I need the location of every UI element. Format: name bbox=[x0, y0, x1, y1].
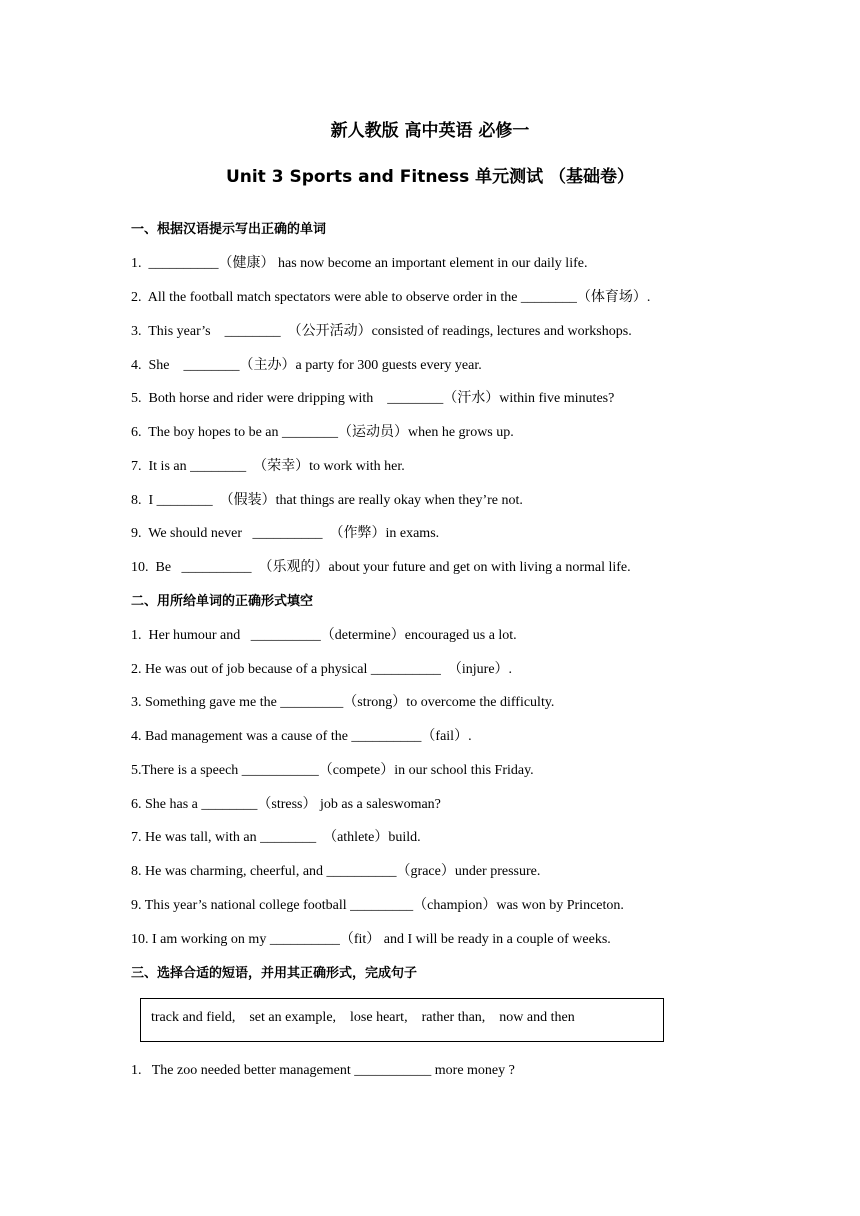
section1-question: 2. All the football match spectators were able to observe order in the ________（体育场）. bbox=[131, 290, 651, 305]
section1-question: 7. It is an ________ （荣幸）to work with her. bbox=[131, 459, 405, 474]
section1-question: 10. Be __________ （乐观的）about your future and get on with living a normal life. bbox=[131, 560, 631, 575]
document-title: 新人教版 高中英语 必修一 bbox=[330, 121, 530, 141]
section1-question: 8. I ________ （假装）that things are really okay when they’re not. bbox=[131, 493, 523, 508]
section2-question: 5.There is a speech ___________（compete）in our school this Friday. bbox=[131, 763, 534, 778]
document-subtitle: Unit 3 Sports and Fitness 单元测试 （基础卷） bbox=[225, 167, 635, 187]
section1-question: 3. This year’s ________ （公开活动）consisted of readings, lectures and workshops. bbox=[131, 324, 632, 339]
section1-question: 6. The boy hopes to be an ________（运动员）when he grows up. bbox=[131, 425, 514, 440]
section2-question: 7. He was tall, with an ________ （athlete）build. bbox=[131, 830, 421, 845]
phrase-bank-text: track and field, set an example, lose heart, rather than, now and then bbox=[151, 1010, 575, 1025]
section2-question: 8. He was charming, cheerful, and __________（grace）under pressure. bbox=[131, 864, 541, 879]
phrase-bank-box bbox=[140, 998, 664, 1042]
section3-question: 1. The zoo needed better management ___________ more money ? bbox=[131, 1063, 515, 1078]
section2-question: 2. He was out of job because of a physical __________ （injure）. bbox=[131, 662, 513, 677]
section2-question: 10. I am working on my __________（fit） and I will be ready in a couple of weeks. bbox=[131, 932, 611, 947]
section2-question: 9. This year’s national college football _________（champion）was won by Princeton. bbox=[131, 898, 624, 913]
section3-heading: 三、选择合适的短语，并用其正确形式，完成句子 bbox=[131, 966, 418, 981]
section2-question: 1. Her humour and __________（determine）encouraged us a lot. bbox=[131, 628, 517, 643]
section1-question: 5. Both horse and rider were dripping with ________（汗水）within five minutes? bbox=[131, 391, 615, 406]
section2-question: 6. She has a ________（stress） job as a saleswoman? bbox=[131, 797, 441, 812]
section1-heading: 一、根据汉语提示写出正确的单词 bbox=[131, 222, 327, 237]
section2-heading: 二、用所给单词的正确形式填空 bbox=[131, 594, 314, 609]
section2-question: 3. Something gave me the _________（strong）to overcome the difficulty. bbox=[131, 695, 555, 710]
section1-question: 1. __________（健康） has now become an important element in our daily life. bbox=[131, 256, 588, 271]
section1-question: 9. We should never __________ （作弊）in exams. bbox=[131, 526, 440, 541]
section1-question: 4. She ________（主办）a party for 300 guests every year. bbox=[131, 358, 482, 373]
section2-question: 4. Bad management was a cause of the __________（fail）. bbox=[131, 729, 472, 744]
